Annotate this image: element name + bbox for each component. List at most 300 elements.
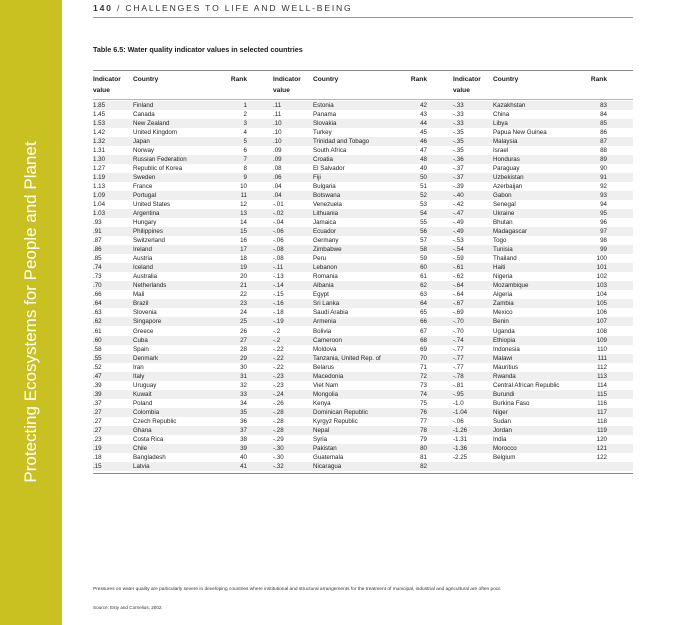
indicator-value-cell: .10 [273,129,282,137]
country-cell: Thailand [493,255,517,263]
rank-cell: 121 [596,444,607,452]
country-cell: Sweden [133,174,156,182]
rank-cell: 86 [600,129,607,137]
rank-cell: 84 [600,111,607,119]
indicator-value-cell: -.64 [453,282,464,290]
rank-cell: 61 [420,273,427,281]
indicator-value-cell: -1.04 [453,408,468,416]
country-cell: Papua New Guinea [493,129,547,137]
rank-cell: 32 [240,381,247,389]
rank-cell: 53 [420,201,427,209]
rank-cell: 8 [243,165,247,173]
rank-cell: 90 [600,165,607,173]
indicator-value-cell: .10 [273,120,282,128]
rank-cell: 17 [240,246,247,254]
row-shade [93,426,633,435]
indicator-value-cell: -1.26 [453,426,468,434]
rank-cell: 18 [240,255,247,263]
indicator-value-cell: -.78 [453,372,464,380]
rank-cell: 89 [600,156,607,164]
rank-cell: 99 [600,246,607,254]
row-shade [93,299,633,308]
rank-cell: 67 [420,327,427,335]
indicator-value-cell: .52 [93,363,102,371]
indicator-value-cell: -.33 [453,111,464,119]
rank-cell: 39 [240,444,247,452]
table-top-rule [93,70,633,71]
country-cell: Slovakia [313,120,337,128]
rank-cell: 26 [240,327,247,335]
indicator-value-cell: -.39 [453,183,464,191]
country-cell: Switzerland [133,237,165,245]
rank-cell: 103 [596,282,607,290]
country-cell: Dominican Republic [313,408,369,416]
indicator-value-cell: .62 [93,318,102,326]
indicator-value-cell: -.22 [273,345,284,353]
indicator-value-cell: -1.31 [453,435,468,443]
indicator-value-cell: -.22 [273,354,284,362]
rank-cell: 116 [597,399,607,407]
country-cell: Honduras [493,156,520,164]
country-cell: Trinidad and Tobago [313,138,370,146]
rank-cell: 96 [600,219,607,227]
country-cell: Fiji [313,174,321,182]
header-indicator-value: Indicator value [453,76,481,94]
country-cell: Ukraine [493,210,515,218]
country-cell: Indonesia [493,345,520,353]
rank-cell: 51 [420,183,427,191]
country-cell: Benin [493,318,509,326]
country-cell: Burundi [493,390,515,398]
country-cell: Portugal [133,192,157,200]
rank-cell: 105 [596,300,607,308]
indicator-value-cell: -.59 [453,255,464,263]
indicator-value-cell: -.28 [273,417,284,425]
indicator-value-cell: -.06 [273,237,284,245]
page-number: 140 [93,3,113,13]
rank-cell: 111 [597,354,607,362]
country-cell: Japan [133,138,150,146]
country-cell: Nicaragua [313,462,342,470]
rank-cell: 35 [240,408,247,416]
rank-cell: 20 [240,273,247,281]
country-cell: Australia [133,273,158,281]
indicator-value-cell: .73 [93,273,102,281]
country-cell: Rwanda [493,372,516,380]
country-cell: Bulgaria [313,183,336,191]
rank-cell: 101 [596,264,607,272]
country-cell: Mozambique [493,282,529,290]
rank-cell: 71 [420,363,427,371]
row-shade [93,227,633,236]
indicator-value-cell: -.54 [453,246,464,254]
rank-cell: 112 [597,363,607,371]
country-cell: Moldova [313,345,337,353]
country-cell: Bolivia [313,327,332,335]
row-shade [93,462,633,471]
country-cell: Morocco [493,444,517,452]
indicator-value-cell: -.36 [453,156,464,164]
indicator-value-cell: .47 [93,372,102,380]
rank-cell: 42 [420,102,427,109]
row-shade [93,209,633,218]
rank-cell: 110 [597,345,607,353]
rank-cell: 14 [240,219,247,227]
country-cell: Viet Nam [313,381,339,389]
country-cell: Albania [313,282,334,290]
rank-cell: 46 [420,138,427,146]
rank-cell: 104 [596,291,607,299]
indicator-value-cell: .61 [93,327,102,335]
indicator-value-cell: .09 [273,147,282,155]
indicator-value-cell: -.70 [453,327,464,335]
rank-cell: 10 [240,183,247,191]
rank-cell: 87 [600,138,607,146]
indicator-value-cell: .15 [93,462,102,470]
row-shade [93,101,633,110]
indicator-value-cell: -.18 [273,309,284,317]
indicator-value-cell: 1.32 [93,138,106,146]
indicator-value-cell: -1.0 [453,399,464,407]
rank-cell: 91 [600,174,607,182]
rank-cell: 88 [600,147,607,155]
rank-cell: 109 [596,336,607,344]
country-cell: Nigeria [493,273,513,281]
country-cell: Netherlands [133,282,167,290]
rank-cell: 73 [420,381,427,389]
indicator-value-cell: -.62 [453,273,464,281]
country-cell: Colombia [133,408,160,416]
indicator-value-cell: .11 [273,111,282,119]
country-cell: Belarus [313,363,334,371]
indicator-value-cell: -.70 [453,318,464,326]
rank-cell: 119 [597,426,607,434]
country-cell: Togo [493,237,507,245]
header-rank: Rank [230,76,247,83]
row-shade [93,372,633,381]
indicator-value-cell: -.29 [273,435,284,443]
rank-cell: 76 [420,408,427,416]
indicator-value-cell: -.2 [273,327,281,335]
country-cell: Botswana [313,192,341,200]
country-cell: Russian Federation [133,156,187,164]
country-cell: Israel [493,147,509,155]
header-indicator-value: Indicator value [93,76,121,94]
country-cell: India [493,435,507,443]
country-cell: Mali [133,291,145,299]
country-cell: Hungary [133,219,157,227]
rank-cell: 78 [420,426,427,434]
rank-cell: 33 [240,390,247,398]
rank-cell: 22 [240,291,247,299]
indicator-value-cell: -.11 [273,264,284,272]
rank-cell: 107 [596,318,607,326]
rank-cell: 24 [240,309,247,317]
header-rank: Rank [410,76,427,83]
country-cell: Macedonia [313,372,344,380]
rank-cell: 59 [420,255,427,263]
indicator-value-cell: .08 [273,165,282,173]
rank-cell: 62 [420,282,427,290]
indicator-value-cell: -.28 [273,408,284,416]
country-cell: Estonia [313,102,334,109]
rank-cell: 43 [420,111,427,119]
indicator-value-cell: 1.53 [93,120,106,128]
country-cell: Argentina [133,210,160,218]
country-cell: Kenya [313,399,331,407]
country-cell: Libya [493,120,508,128]
rank-cell: 52 [420,192,427,200]
indicator-value-cell: -.95 [453,390,464,398]
indicator-value-cell: 1.42 [93,129,106,137]
indicator-value-cell: -.67 [453,300,464,308]
rank-cell: 36 [240,417,247,425]
country-cell: Ghana [133,426,152,434]
rank-cell: 4 [243,129,247,137]
indicator-value-cell: .39 [93,390,102,398]
indicator-value-cell: -.64 [453,291,464,299]
rank-cell: 27 [240,336,247,344]
country-cell: China [493,111,510,119]
country-cell: Austria [133,255,153,263]
indicator-value-cell: -.33 [453,120,464,128]
water-quality-table [93,70,633,584]
indicator-value-cell: 1.19 [93,174,106,182]
country-cell: Iceland [133,264,153,272]
country-cell: South Africa [313,147,347,155]
indicator-value-cell: -.37 [453,165,464,173]
country-cell: Greece [133,327,154,335]
country-cell: Turkey [313,129,332,137]
country-cell: Paraguay [493,165,520,173]
indicator-value-cell: -.04 [273,219,284,227]
country-cell: Panama [313,111,337,119]
rank-cell: 63 [420,291,427,299]
country-cell: Syria [313,435,328,443]
indicator-value-cell: 1.31 [93,147,106,155]
country-cell: Gabon [493,192,512,200]
indicator-value-cell: -.2 [273,336,281,344]
rank-cell: 95 [600,210,607,218]
header-country: Country [133,76,159,83]
rank-cell: 38 [240,435,247,443]
rank-cell: 65 [420,309,427,317]
table-source: Source: Esty and Cornelius, 2002. [93,605,163,610]
rank-cell: 81 [420,453,427,461]
indicator-value-cell: 1.13 [93,183,106,191]
country-cell: Uruguay [133,381,157,389]
country-cell: Sri Lanka [313,300,340,308]
rank-cell: 97 [600,228,607,236]
sidebar-band [0,0,62,625]
country-cell: Philippines [133,228,163,236]
indicator-value-cell: .58 [93,345,102,353]
country-cell: Nepal [313,426,330,434]
indicator-value-cell: -.81 [453,381,464,389]
indicator-value-cell: .06 [273,174,282,182]
indicator-value-cell: 1.03 [93,210,106,218]
rank-cell: 11 [240,192,247,200]
header-rank: Rank [590,76,607,83]
country-cell: Bangladesh [133,453,166,461]
indicator-value-cell: 1.45 [93,111,106,119]
rank-cell: 60 [420,264,427,272]
indicator-value-cell: .11 [273,102,282,109]
rank-cell: 106 [596,309,607,317]
indicator-value-cell: -.26 [273,399,284,407]
rank-cell: 93 [600,192,607,200]
country-cell: Republic of Korea [133,165,183,173]
rank-cell: 21 [240,282,247,290]
row-shade [93,336,633,345]
rank-cell: 40 [240,453,247,461]
indicator-value-cell: -.19 [273,318,284,326]
indicator-value-cell: .60 [93,336,102,344]
indicator-value-cell: -.15 [273,291,284,299]
country-cell: Romania [313,273,338,281]
country-cell: El Salvador [313,165,345,173]
row-shade [93,119,633,128]
rank-cell: 83 [600,102,607,109]
country-cell: Germany [313,237,339,245]
rank-cell: 13 [240,210,247,218]
country-cell: Saudi Arabia [313,309,349,317]
rank-cell: 80 [420,444,427,452]
indicator-value-cell: -.14 [273,282,284,290]
rank-cell: 54 [420,210,427,218]
rank-cell: 3 [243,120,247,128]
indicator-value-cell: -.30 [273,453,284,461]
country-cell: Iran [133,363,144,371]
rank-cell: 74 [420,390,427,398]
indicator-value-cell: .27 [93,417,102,425]
indicator-value-cell: -.49 [453,219,464,227]
running-head-section: CHALLENGES TO LIFE AND WELL-BEING [125,3,353,13]
country-cell: Kyrgyz Republic [313,417,358,425]
country-cell: Kuwait [133,390,152,398]
row-shade [93,263,633,272]
sidebar-title: Protecting Ecosystems for People and Planet [21,141,40,483]
indicator-value-cell: -.23 [273,372,284,380]
rank-cell: 45 [420,129,427,137]
country-cell: Chile [133,444,148,452]
indicator-value-cell: -.35 [453,138,464,146]
indicator-value-cell: .09 [273,156,282,164]
indicator-value-cell: -.40 [453,192,464,200]
rank-cell: 19 [240,264,247,272]
indicator-value-cell: -.06 [453,417,464,425]
indicator-value-cell: -.30 [273,444,284,452]
country-cell: Peru [313,255,327,263]
indicator-value-cell: -.74 [453,336,464,344]
indicator-value-cell: -.32 [273,462,284,470]
country-cell: Jamaica [313,219,337,227]
indicator-value-cell: 1.27 [93,165,106,173]
rank-cell: 82 [420,462,427,470]
indicator-value-cell: -.06 [273,228,284,236]
rank-cell: 15 [240,228,247,236]
country-cell: Guatemala [313,453,344,461]
indicator-value-cell: -.42 [453,201,464,209]
country-cell: Armenia [313,318,337,326]
indicator-value-cell: -.35 [453,147,464,155]
rank-cell: 31 [240,372,247,380]
country-cell: Lithuania [313,210,339,218]
rank-cell: 48 [420,156,427,164]
row-shade [93,173,633,182]
rank-cell: 85 [600,120,607,128]
row-shade [93,281,633,290]
rank-cell: 50 [420,174,427,182]
indicator-value-cell: .27 [93,408,102,416]
indicator-value-cell: .63 [93,309,102,317]
rank-cell: 117 [597,408,607,416]
country-cell: Senegal [493,201,516,209]
rank-cell: 113 [597,372,607,380]
country-cell: Malawi [493,354,513,362]
indicator-value-cell: -.24 [273,390,284,398]
rank-cell: 55 [420,219,427,227]
indicator-value-cell: .37 [93,399,102,407]
country-cell: Pakistan [313,444,337,452]
indicator-value-cell: -.16 [273,300,284,308]
rank-cell: 7 [243,156,247,164]
country-cell: Brazil [133,300,149,308]
indicator-value-cell: .66 [93,291,102,299]
country-cell: Bhutan [493,219,513,227]
country-cell: Zimbabwe [313,246,342,254]
row-shade [93,317,633,326]
indicator-value-cell: -.61 [453,264,464,272]
indicator-value-cell: -.23 [273,381,284,389]
country-cell: Poland [133,399,153,407]
country-cell: United States [133,201,171,209]
indicator-value-cell: .74 [93,264,102,272]
indicator-value-cell: -1.36 [453,444,468,452]
indicator-value-cell: -.01 [273,201,284,209]
rank-cell: 37 [240,426,247,434]
country-cell: Spain [133,345,149,353]
country-cell: Mexico [493,309,513,317]
country-cell: Tunisia [493,246,513,254]
country-cell: Ecuador [313,228,337,236]
country-cell: Canada [133,111,155,119]
indicator-value-cell: -.28 [273,426,284,434]
country-cell: Egypt [313,291,329,299]
indicator-value-cell: -.08 [273,246,284,254]
indicator-value-cell: .85 [93,255,102,263]
country-cell: Uzbekistan [493,174,524,182]
country-cell: Niger [493,408,508,416]
country-cell: Ethiopia [493,336,516,344]
indicator-value-cell: -.33 [453,102,464,109]
rank-cell: 115 [597,390,607,398]
top-rule [93,17,633,18]
indicator-value-cell: .19 [93,444,102,452]
country-cell: Lebanon [313,264,338,272]
country-cell: Singapore [133,318,162,326]
country-cell: Finland [133,102,154,109]
rank-cell: 100 [596,255,607,263]
indicator-value-cell: .27 [93,426,102,434]
indicator-value-cell: .10 [273,138,282,146]
header-country: Country [313,76,339,83]
indicator-value-cell: 1.09 [93,192,106,200]
country-cell: Zambia [493,300,514,308]
indicator-value-cell: .64 [93,300,102,308]
rank-cell: 2 [243,111,247,119]
country-cell: Belgium [493,453,516,461]
